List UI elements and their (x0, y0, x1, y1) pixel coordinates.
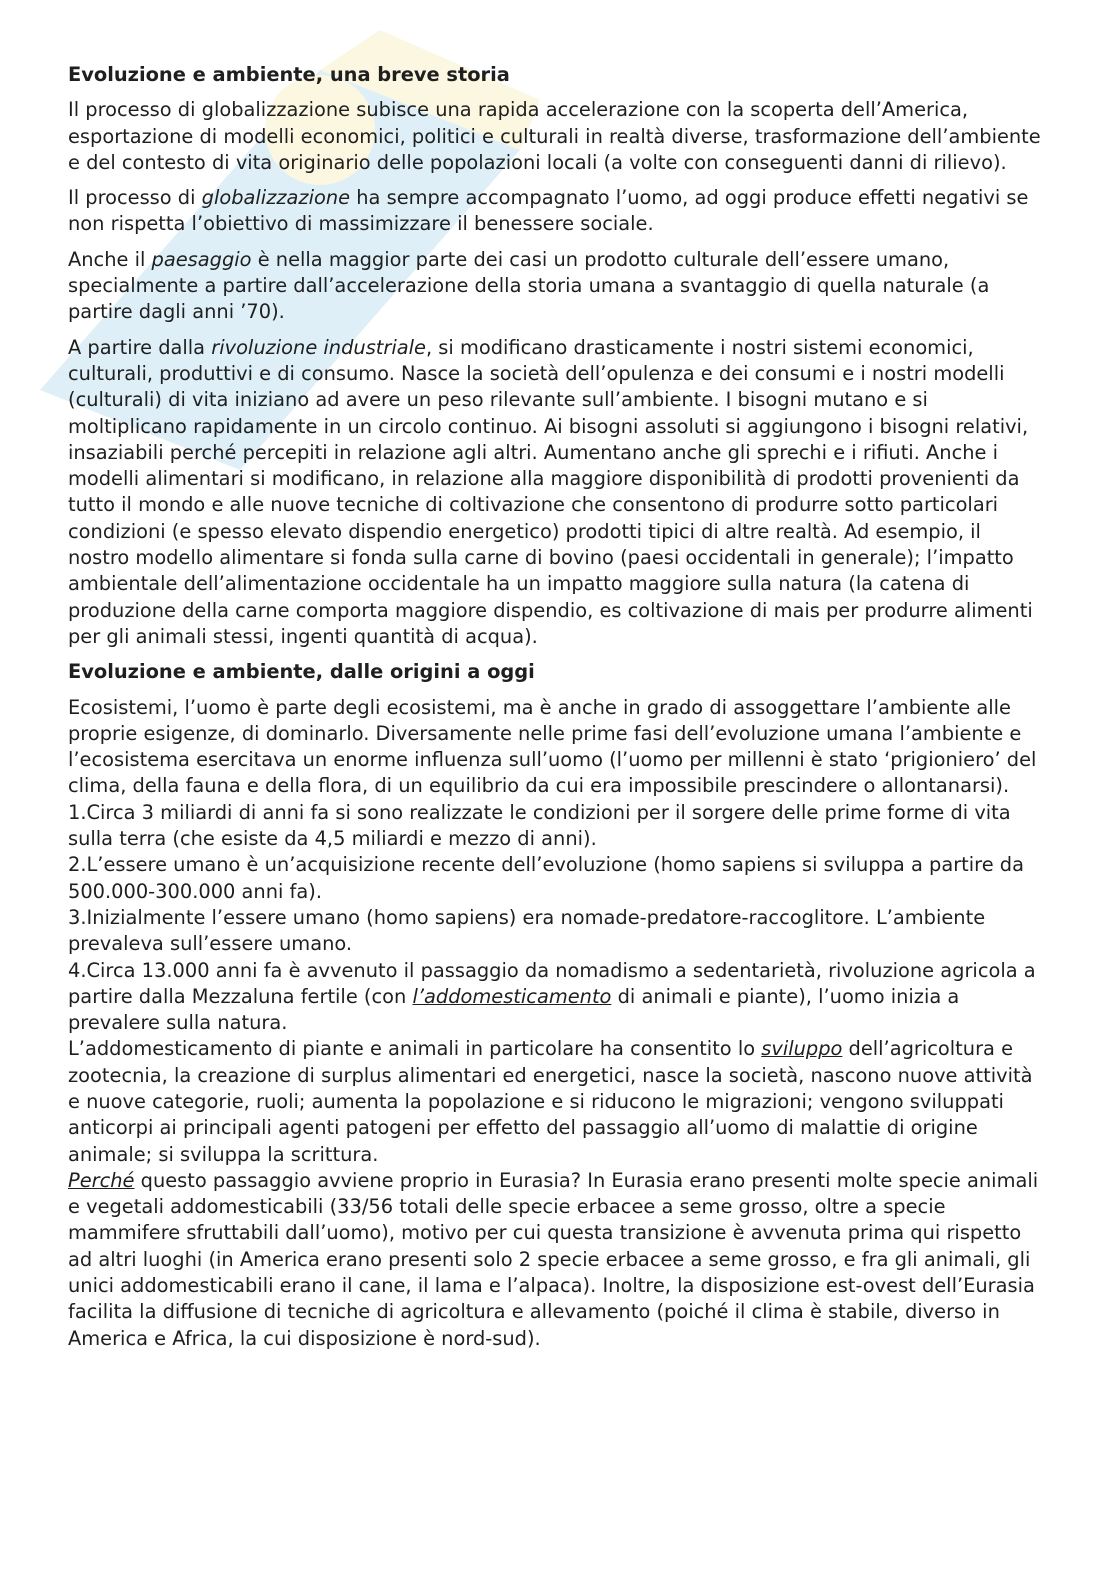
paragraph: Il processo di globalizzazione subisce una rapida accelerazione con la scoperta dell’America, esportazione di modelli economici, politici e culturali in realtà diverse, trasformazione dell’ambiente e del contesto di vita originario delle popolazioni locali (a volte con conseguenti danni di rilievo). (68, 98, 1041, 174)
text-run: A partire dalla (68, 335, 212, 359)
section-heading: Evoluzione e ambiente, dalle origini a oggi (68, 660, 535, 684)
text-run: ha sempre accompagnato l’uomo, ad oggi produce effetti negativi se non rispetta l’obiettivo di massimizzare il benessere sociale. (68, 186, 1029, 236)
text-run: L’addomesticamento di piante e animali in particolare ha consentito lo (68, 1037, 762, 1061)
document-page (68, 62, 1043, 1352)
emphasis-rivoluzione-industriale: rivoluzione industriale (211, 335, 426, 359)
text-run: questo passaggio avviene proprio in Eurasia? In Eurasia erano presenti molte specie animali e vegetali addomesticabili (33/56 totali delle specie erbacee a seme grosso, oltre a specie mammifere sfruttabili dall’uomo), motivo per cui questa transizione è avvenuta prima qui rispetto ad altri luoghi (in America erano presenti solo 2 specie erbacee a seme grosso, e fra gli animali, gli unici addomesticabili erano il cane, il lama e l’alpaca). Inoltre, la disposizione est-ovest dell’Eurasia facilita la diffusione di tecniche di agricoltura e allevamento (poiché il clima è stabile, diverso in America e Africa, la cui disposizione è nord-sud). (68, 1168, 1039, 1350)
text-run: è nella maggior parte dei casi un prodotto culturale dell’essere umano, specialmente a partire dall’accelerazione della storia umana a svantaggio di quella naturale (a partire dagli anni ’70). (68, 247, 990, 324)
emphasis-paesaggio: paesaggio (151, 247, 252, 271)
emphasis-globalizzazione: globalizzazione (201, 186, 351, 210)
text-run: Anche il (68, 247, 152, 271)
text-run: di animali e piante), l’uomo inizia a prevalere sulla natura. (68, 984, 960, 1035)
emphasis-addomesticamento: l’addomesticamento (412, 984, 612, 1008)
paragraph (68, 247, 1043, 326)
list-item: 2.L’essere umano è un’acquisizione recente dell’evoluzione (homo sapiens si sviluppa a partire da 500.000-300.000 anni fa). (68, 853, 1024, 903)
emphasis-sviluppo: sviluppo (761, 1037, 843, 1061)
paragraph (68, 335, 1043, 651)
section-heading: Evoluzione e ambiente, una breve storia (68, 63, 510, 86)
paragraph (68, 1036, 1043, 1167)
list-item (68, 958, 1043, 1037)
text-run: Il processo di (68, 186, 202, 210)
text-run: 4.Circa 13.000 anni fa è avvenuto il passaggio da nomadismo a sedentarietà, rivoluzione agricola a partire dalla Mezzaluna fertile (con (68, 958, 1036, 1008)
list-item: 3.Inizialmente l’essere umano (homo sapiens) era nomade-predatore-raccoglitore. L’ambiente prevaleva sull’essere umano. (68, 905, 986, 956)
paragraph (68, 1168, 1043, 1352)
emphasis-perche: Perché (68, 1168, 135, 1192)
paragraph (68, 185, 1043, 238)
list-item: 1.Circa 3 miliardi di anni fa si sono realizzate le condizioni per il sorgere delle prime forme di vita sulla terra (che esiste da 4,5 miliardi e mezzo di anni). (68, 800, 1011, 851)
text-run: dell’agricoltura e zootecnia, la creazione di surplus alimentari ed energetici, nasce la società, nascono nuove attività e nuove categorie, ruoli; aumenta la popolazione e si riducono le migrazioni; vengono sviluppati anticorpi ai principali agenti patogeni per effetto del passaggio all’uomo di malattie di origine animale; si sviluppa la scrittura. (68, 1037, 1033, 1166)
paragraph-intro: Ecosistemi, l’uomo è parte degli ecosistemi, ma è anche in grado di assoggettare l’ambiente alle proprie esigenze, di dominarlo. Diversamente nelle prime fasi dell’evoluzione umana l’ambiente e l’ecosistema esercitava un enorme influenza sull’uomo (l’uomo per millenni è stato ‘prigioniero’ del clima, della fauna e della flora, di un equilibrio da cui era impossibile prescindere o allontanarsi). (68, 695, 1037, 798)
text-run: , si modificano drasticamente i nostri sistemi economici, culturali, produttivi e di consumo. Nasce la società dell’opulenza e dei consumi e i nostri modelli (culturali) di vita iniziano ad avere un peso rilevante sull’ambiente. I bisogni mutano e si moltiplicano rapidamente in un circolo continuo. Ai bisogni assoluti si aggiungono i bisogni relativi, insaziabili perché percepiti in relazione agli altri. Aumentano anche gli sprechi e i rifiuti. Anche i modelli alimentari si modificano, in relazione alla maggiore disponibilità di prodotti provenienti da tutto il mondo e alle nuove tecniche di coltivazione che consentono di produrre sotto particolari condizioni (e spesso elevato dispendio energetico) prodotti tipici di altre realtà. Ad esempio, il nostro modello alimentare si fonda sulla carne di bovino (paesi occidentali in generale); l’impatto ambientale dell’alimentazione occidentale ha un impatto maggiore sulla natura (la catena di produzione della carne comporta maggiore dispendio, es coltivazione di mais per produrre alimenti per gli animali stessi, ingenti quantità di acqua). (68, 335, 1033, 648)
